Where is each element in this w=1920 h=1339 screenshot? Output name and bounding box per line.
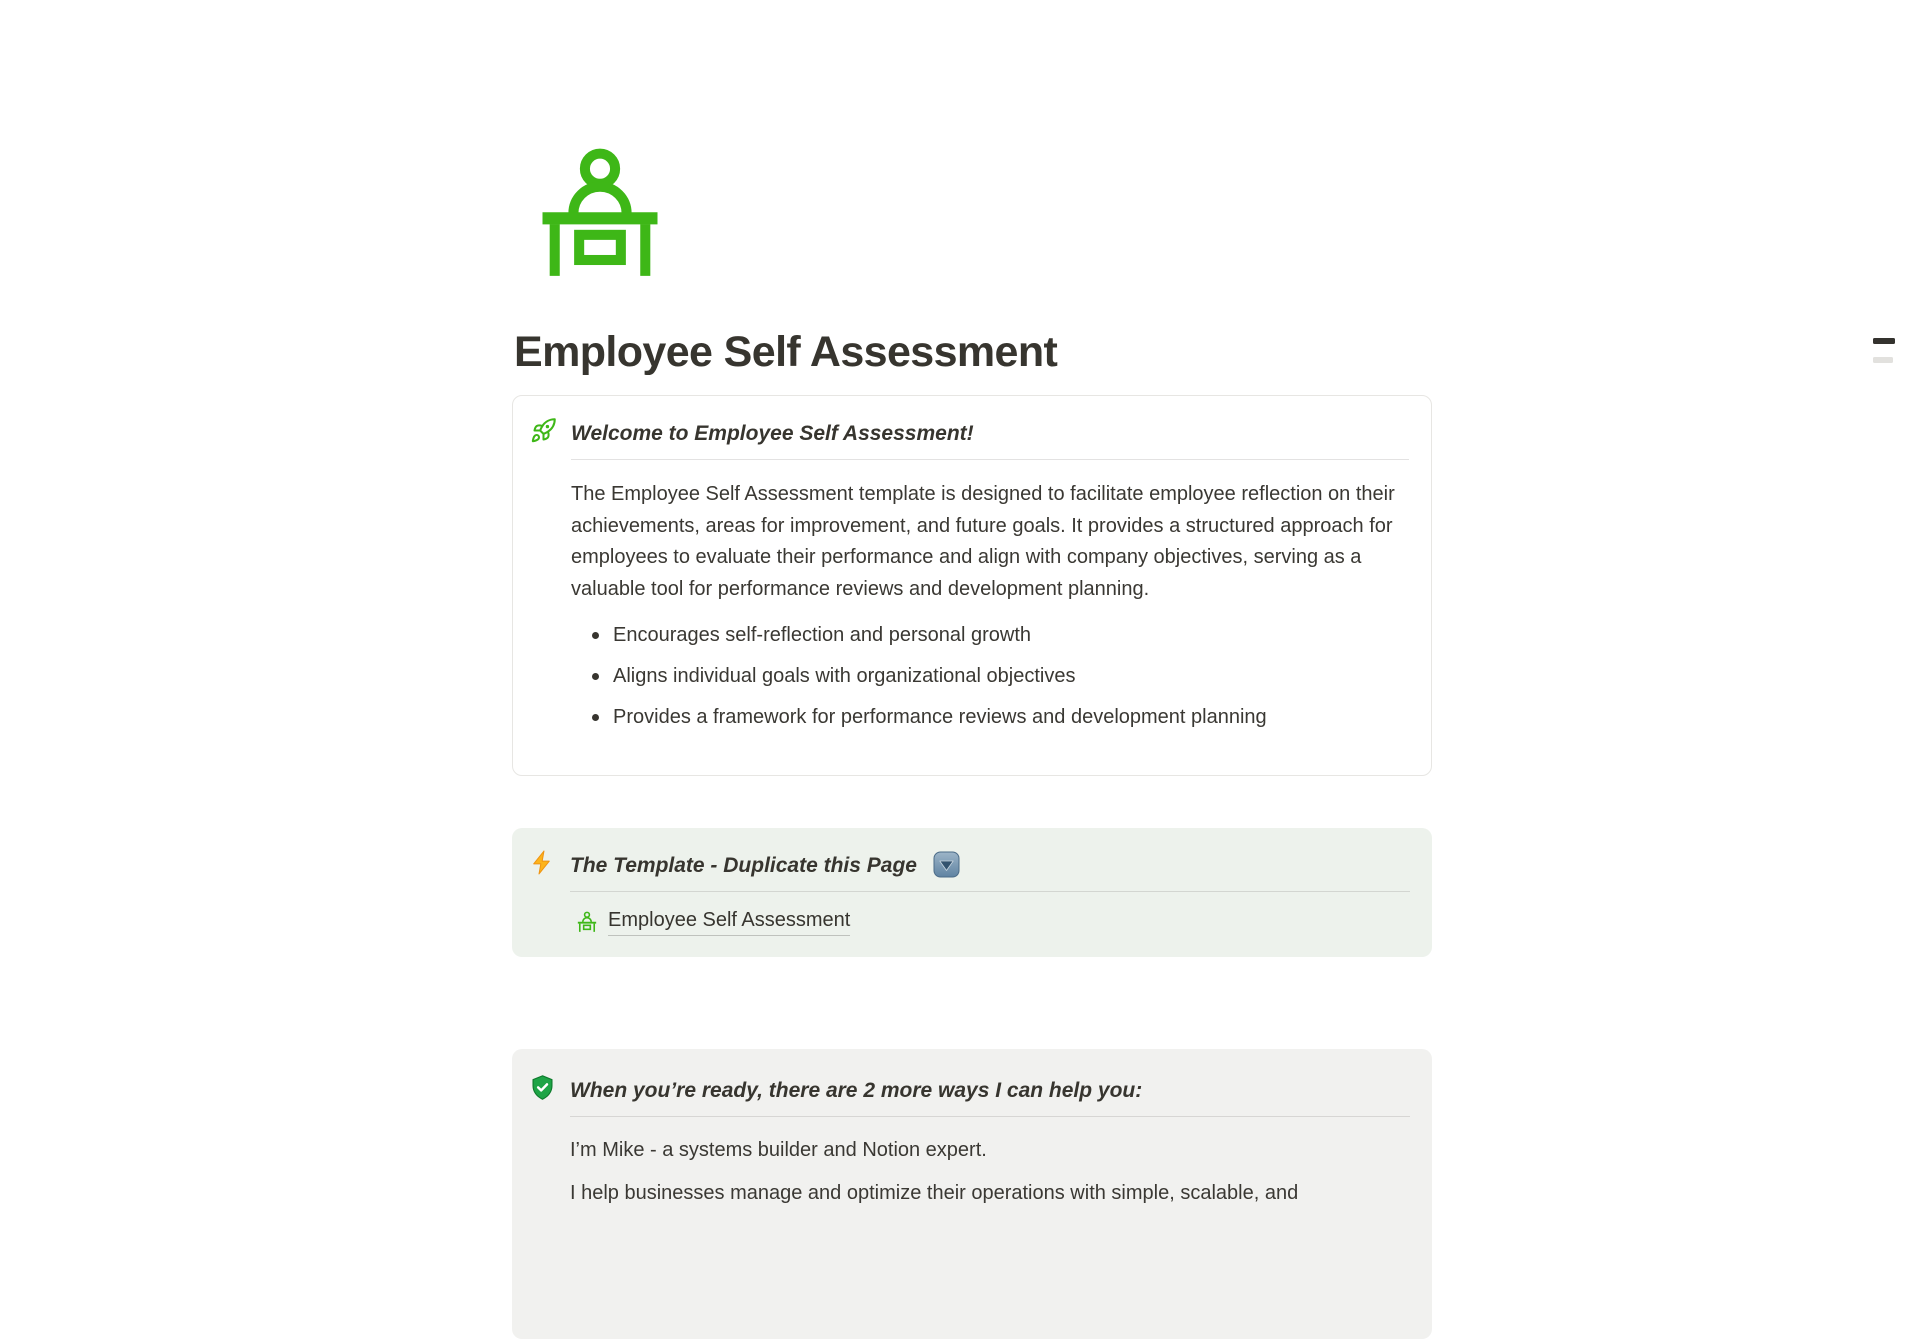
bullet-text: Encourages self-reflection and personal growth [613,624,1032,646]
divider [571,459,1409,460]
template-callout [512,828,1432,957]
list-item [571,697,1397,738]
outline-item[interactable] [1873,357,1893,363]
welcome-callout-description: The Employee Self Assessment template is designed to facilitate employee reflection on their achievements, areas for improvement, and future goals. It provides a structured approach for employees to evaluate their performance and align with company objectives, serving as a valuable tool for performance reviews and development planning. [571,483,1395,600]
template-callout-header [512,828,1432,881]
welcome-bullet-list [513,615,1431,738]
divider [570,891,1410,892]
template-callout-title-text: The Template - Duplicate this Page [570,854,917,877]
page-outline-indicator[interactable] [1873,338,1895,363]
help-callout-header [512,1049,1432,1106]
help-callout [512,1049,1432,1339]
shield-check-icon [529,1074,556,1101]
template-page-link[interactable] [576,907,850,936]
help-callout-title: When you’re ready, there are 2 more ways I can help you: [570,1079,1143,1102]
list-item [571,656,1397,697]
person-at-desk-icon [576,911,598,933]
divider [570,1116,1410,1117]
bullet-dot [592,673,599,680]
lightning-icon [529,849,556,876]
help-line-detail: I help businesses manage and optimize their operations with simple, scalable, and [570,1182,1299,1204]
down-arrow-button-emoji [933,851,960,878]
rocket-icon [530,417,557,444]
template-link-row [576,907,1432,938]
help-line-intro: I’m Mike - a systems builder and Notion expert. [570,1139,987,1161]
page-title[interactable]: Employee Self Assessment [514,328,1058,376]
welcome-callout [512,395,1432,776]
template-callout-title [570,851,1408,881]
bullet-dot [592,714,599,721]
welcome-callout-header [513,396,1431,449]
list-item [571,615,1397,656]
welcome-callout-title: Welcome to Employee Self Assessment! [571,422,974,445]
outline-item-active[interactable] [1873,338,1895,344]
bullet-text: Provides a framework for performance reviews and development planning [613,706,1267,728]
bullet-dot [592,632,599,639]
bullet-text: Aligns individual goals with organizational objectives [613,665,1076,687]
page-icon-person-at-desk[interactable] [531,142,669,286]
template-page-link-label: Employee Self Assessment [608,907,850,936]
